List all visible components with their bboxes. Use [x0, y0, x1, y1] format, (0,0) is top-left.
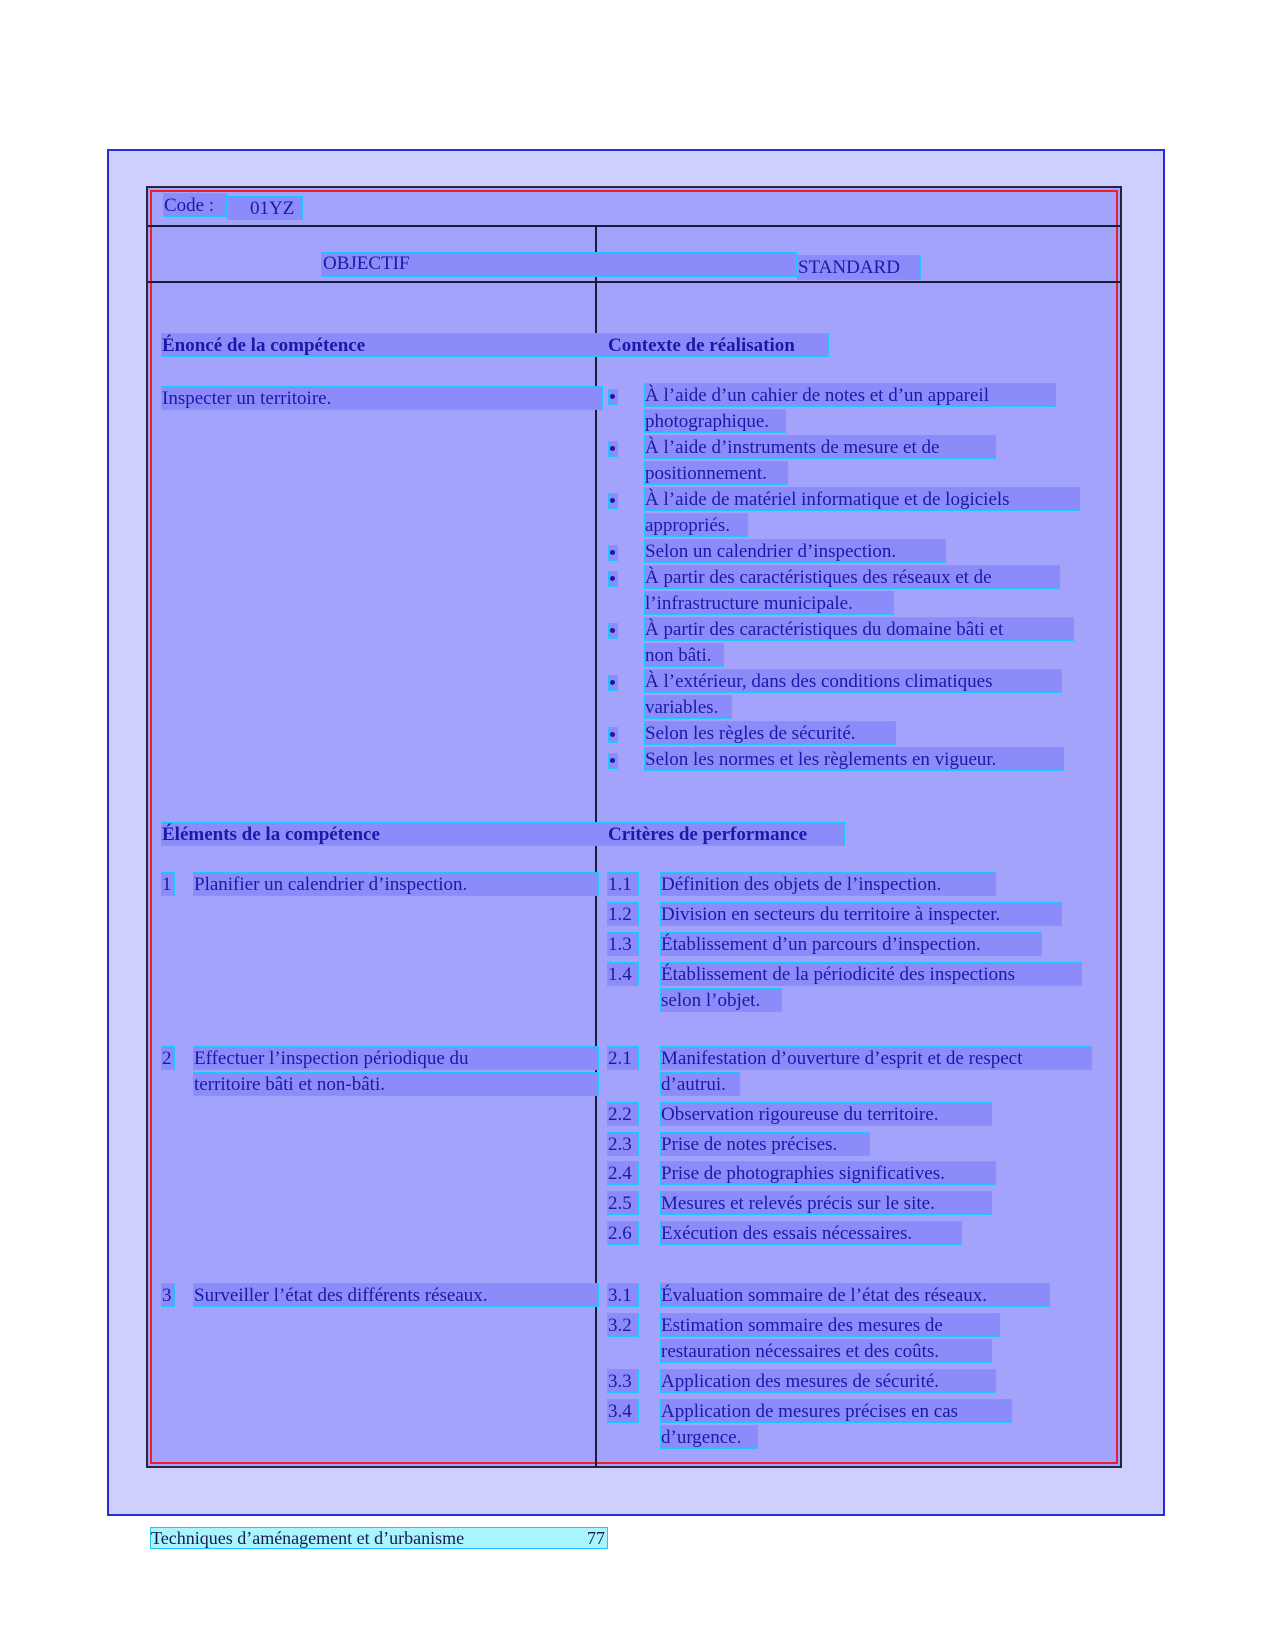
code-label: Code :: [164, 194, 226, 216]
elements-heading: Éléments de la compétence: [162, 823, 610, 845]
enonce-heading: Énoncé de la compétence: [162, 334, 610, 356]
bullet-icon: [609, 390, 617, 404]
element-text: territoire bâti et non-bâti.: [194, 1073, 598, 1095]
enonce-text: Inspecter un territoire.: [162, 387, 602, 409]
element-text: Surveiller l’état des différents réseaux.: [194, 1284, 598, 1306]
critere-number: 3.1: [608, 1284, 638, 1306]
critere-number: 1.3: [608, 933, 638, 955]
critere-text: Observation rigoureuse du territoire.: [661, 1103, 991, 1125]
contexte-item: À l’aide d’un cahier de notes et d’un appareil: [645, 384, 1055, 406]
critere-number: 3.3: [608, 1370, 638, 1392]
contexte-item: l’infrastructure municipale.: [645, 592, 893, 614]
critere-text: Exécution des essais nécessaires.: [661, 1222, 961, 1244]
contexte-item: variables.: [645, 696, 731, 718]
critere-number: 1.4: [608, 963, 638, 985]
element-number: 3: [162, 1284, 174, 1306]
bullet-icon: [609, 676, 617, 690]
critere-text: restauration nécessaires et des coûts.: [661, 1340, 991, 1362]
critere-text: Manifestation d’ouverture d’esprit et de respect: [661, 1047, 1091, 1069]
contexte-heading: Contexte de réalisation: [608, 334, 828, 356]
bullet-icon: [609, 754, 617, 768]
contexte-item: À partir des caractéristiques des réseaux et de: [645, 566, 1059, 588]
critere-number: 1.1: [608, 873, 638, 895]
page-number: 77: [587, 1528, 605, 1548]
standard-label: STANDARD: [798, 256, 920, 279]
critere-number: 1.2: [608, 903, 638, 925]
critere-number: 3.4: [608, 1400, 638, 1422]
element-number: 2: [162, 1047, 174, 1069]
critere-text: Établissement d’un parcours d’inspection.: [661, 933, 1041, 955]
critere-text: d’urgence.: [661, 1426, 757, 1448]
bullet-icon: [609, 442, 617, 456]
bullet-icon: [609, 572, 617, 586]
contexte-item: À l’aide de matériel informatique et de logiciels: [645, 488, 1079, 510]
critere-number: 2.3: [608, 1133, 638, 1155]
bullet-icon: [609, 494, 617, 508]
header-divider: [148, 225, 1120, 227]
critere-text: Prise de notes précises.: [661, 1133, 869, 1155]
column-divider: [595, 226, 597, 1467]
critere-text: Établissement de la périodicité des inspections: [661, 963, 1081, 985]
contexte-item: À partir des caractéristiques du domaine bâti et: [645, 618, 1073, 640]
objectif-label: OBJECTIF: [323, 253, 410, 274]
footer-title: Techniques d’aménagement et d’urbanisme: [151, 1528, 465, 1548]
critere-text: Estimation sommaire des mesures de: [661, 1314, 999, 1336]
critere-text: Prise de photographies significatives.: [661, 1162, 995, 1184]
element-number: 1: [162, 873, 174, 895]
criteres-heading: Critères de performance: [608, 823, 844, 845]
critere-number: 2.5: [608, 1192, 638, 1214]
contexte-item: Selon un calendrier d’inspection.: [645, 540, 945, 562]
contexte-item: Selon les règles de sécurité.: [645, 722, 895, 744]
contexte-item: non bâti.: [645, 644, 723, 666]
critere-number: 2.6: [608, 1222, 638, 1244]
critere-text: d’autrui.: [661, 1073, 739, 1095]
page-footer: [151, 1528, 607, 1548]
critere-text: selon l’objet.: [661, 989, 781, 1011]
title-divider: [148, 281, 1120, 283]
critere-number: 2.1: [608, 1047, 638, 1069]
critere-text: Application de mesures précises en cas: [661, 1400, 1011, 1422]
contexte-item: À l’aide d’instruments de mesure et de: [645, 436, 995, 458]
critere-text: Évaluation sommaire de l’état des réseaux.: [661, 1284, 1049, 1306]
critere-number: 2.2: [608, 1103, 638, 1125]
critere-number: 2.4: [608, 1162, 638, 1184]
bullet-icon: [609, 624, 617, 638]
critere-text: Application des mesures de sécurité.: [661, 1370, 995, 1392]
critere-text: Mesures et relevés précis sur le site.: [661, 1192, 991, 1214]
critere-number: 3.2: [608, 1314, 638, 1336]
bullet-icon: [609, 546, 617, 560]
contexte-item: Selon les normes et les règlements en vigueur.: [645, 748, 1063, 770]
element-text: Effectuer l’inspection périodique du: [194, 1047, 598, 1069]
element-text: Planifier un calendrier d’inspection.: [194, 873, 598, 895]
contexte-item: positionnement.: [645, 462, 787, 484]
contexte-item: À l’extérieur, dans des conditions climatiques: [645, 670, 1061, 692]
code-value: 01YZ: [228, 197, 302, 219]
contexte-item: photographique.: [645, 410, 785, 432]
bullet-icon: [609, 728, 617, 742]
critere-text: Division en secteurs du territoire à inspecter.: [661, 903, 1061, 925]
critere-text: Définition des objets de l’inspection.: [661, 873, 995, 895]
contexte-item: appropriés.: [645, 514, 747, 536]
